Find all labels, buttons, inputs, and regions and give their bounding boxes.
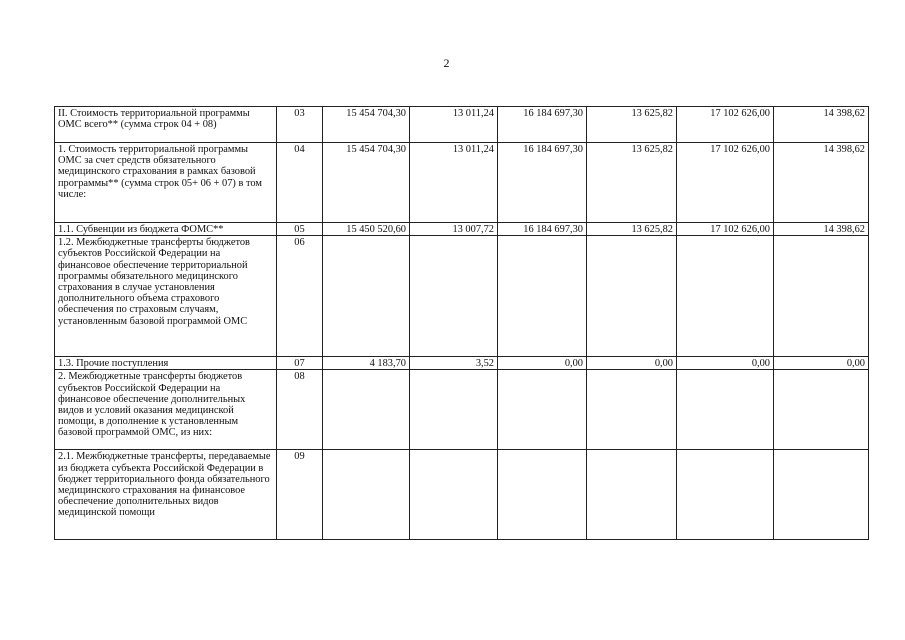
value-cell: 13 011,24 — [410, 143, 498, 223]
value-cell: 0,00 — [677, 357, 774, 370]
value-cell: 14 398,62 — [774, 223, 869, 236]
row-name: 1.2. Межбюджетные трансферты бюджетов субъектов Российской Федерации на финансовое обеспечение территориальной программы обязательного медицинского страхования в случае установления дополнительного объема страхового обеспечения по страховым случаям, установленным базовой программой ОМС — [55, 236, 277, 357]
value-cell: 0,00 — [774, 357, 869, 370]
value-cell: 13 007,72 — [410, 223, 498, 236]
value-cell — [587, 370, 677, 450]
value-cell: 0,00 — [587, 357, 677, 370]
value-cell: 0,00 — [498, 357, 587, 370]
value-cell: 14 398,62 — [774, 107, 869, 143]
table-row — [55, 236, 869, 357]
row-name: 2. Межбюджетные трансферты бюджетов субъектов Российской Федерации на финансовое обеспечение дополнительных видов и условий оказания медицинской помощи, в дополнение к установленным базовой программой ОМС, из них: — [55, 370, 277, 450]
value-cell — [587, 450, 677, 540]
value-cell: 17 102 626,00 — [677, 143, 774, 223]
value-cell: 4 183,70 — [323, 357, 410, 370]
value-cell — [774, 236, 869, 357]
value-cell — [410, 370, 498, 450]
row-name: II. Стоимость территориальной программы ОМС всего** (сумма строк 04 + 08) — [55, 107, 277, 143]
row-name: 1.3. Прочие поступления — [55, 357, 277, 370]
row-code: 08 — [277, 370, 323, 450]
row-name: 2.1. Межбюджетные трансферты, передаваемые из бюджета субъекта Российской Федерации в бюджет территориального фонда обязательного медицинского страхования на финансовое обеспечение дополнительных видов медицинской помощи — [55, 450, 277, 540]
value-cell: 13 625,82 — [587, 107, 677, 143]
value-cell — [498, 450, 587, 540]
table-row — [55, 357, 869, 370]
value-cell — [774, 370, 869, 450]
row-name: 1.1. Субвенции из бюджета ФОМС** — [55, 223, 277, 236]
row-name: 1. Стоимость территориальной программы ОМС за счет средств обязательного медицинского страхования в рамках базовой программы** (сумма строк 05+ 06 + 07) в том числе: — [55, 143, 277, 223]
budget-table — [54, 106, 869, 540]
table-row — [55, 370, 869, 450]
value-cell — [323, 370, 410, 450]
value-cell: 16 184 697,30 — [498, 143, 587, 223]
table-row — [55, 223, 869, 236]
value-cell — [677, 236, 774, 357]
value-cell — [677, 370, 774, 450]
value-cell — [677, 450, 774, 540]
value-cell — [323, 450, 410, 540]
page-number: 2 — [443, 56, 450, 70]
value-cell: 13 011,24 — [410, 107, 498, 143]
value-cell: 15 454 704,30 — [323, 107, 410, 143]
value-cell — [323, 236, 410, 357]
value-cell: 15 454 704,30 — [323, 143, 410, 223]
value-cell — [774, 450, 869, 540]
value-cell: 14 398,62 — [774, 143, 869, 223]
value-cell: 3,52 — [410, 357, 498, 370]
row-code: 04 — [277, 143, 323, 223]
table-row — [55, 450, 869, 540]
value-cell: 13 625,82 — [587, 143, 677, 223]
row-code: 06 — [277, 236, 323, 357]
value-cell — [498, 370, 587, 450]
value-cell — [410, 450, 498, 540]
row-code: 03 — [277, 107, 323, 143]
value-cell — [410, 236, 498, 357]
value-cell: 17 102 626,00 — [677, 223, 774, 236]
value-cell: 16 184 697,30 — [498, 223, 587, 236]
table-row — [55, 143, 869, 223]
value-cell: 15 450 520,60 — [323, 223, 410, 236]
value-cell — [498, 236, 587, 357]
value-cell: 16 184 697,30 — [498, 107, 587, 143]
value-cell: 13 625,82 — [587, 223, 677, 236]
table-row — [55, 107, 869, 143]
value-cell — [587, 236, 677, 357]
row-code: 07 — [277, 357, 323, 370]
value-cell: 17 102 626,00 — [677, 107, 774, 143]
row-code: 09 — [277, 450, 323, 540]
row-code: 05 — [277, 223, 323, 236]
